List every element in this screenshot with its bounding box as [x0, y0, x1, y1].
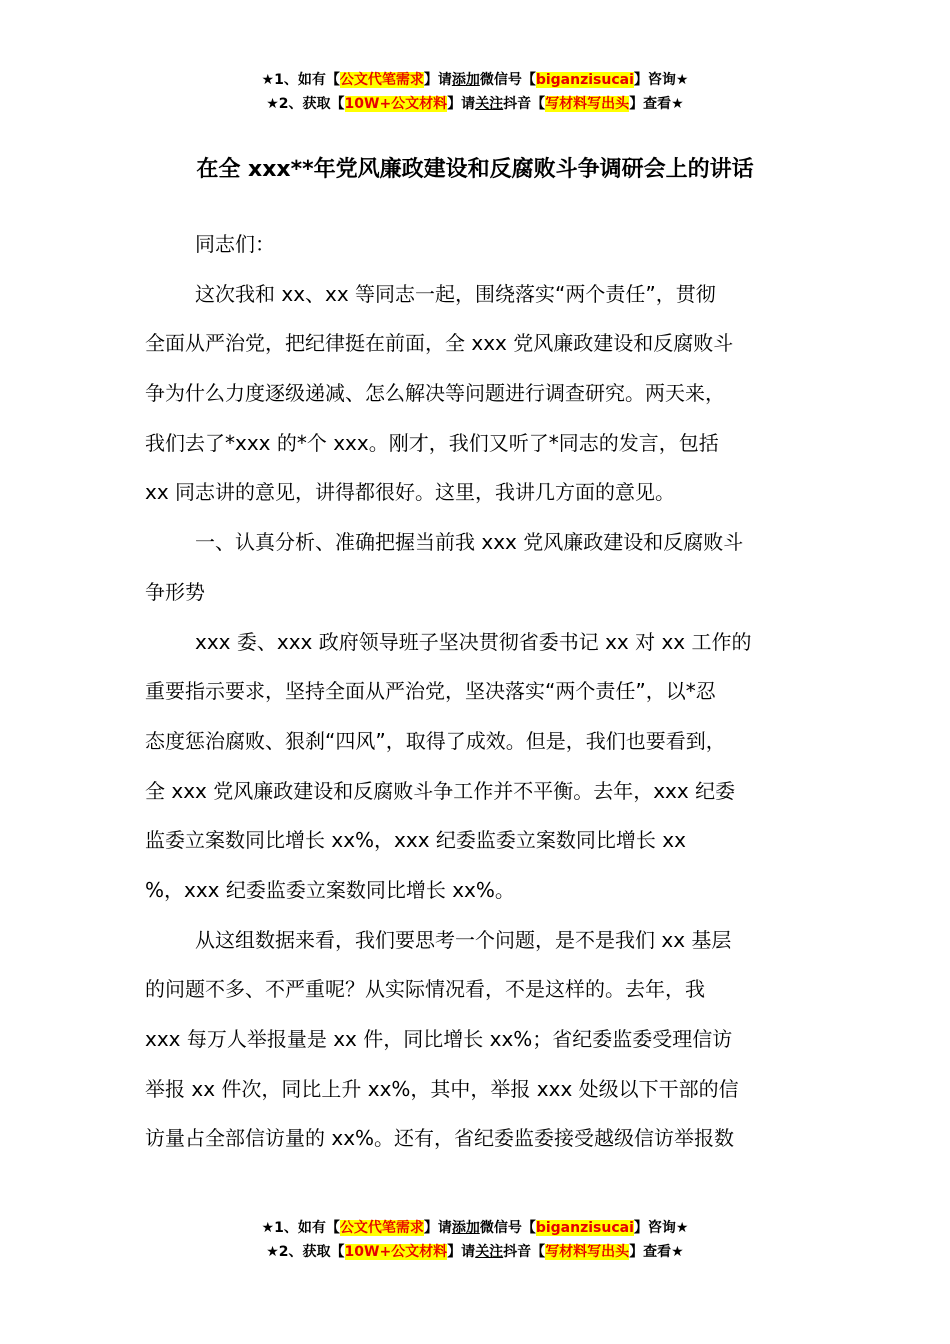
text-line: 同志们：: [195, 232, 275, 256]
highlight-service: 公文代笔需求: [339, 1220, 424, 1236]
promo-line-2: ★2、获取【10W+公文材料】请关注抖音【写材料写出头】查看★: [266, 96, 684, 112]
highlight-service: 公文代笔需求: [339, 72, 424, 88]
text-line: 重要指示要求，坚持全面从严治党，坚决落实“两个责任”，以*忍: [145, 679, 716, 704]
text-line: 争为什么力度逐级递减、怎么解决等问题进行调查研究。两天来，: [145, 381, 725, 406]
highlight-materials: 10W+公文材料: [344, 1244, 448, 1260]
highlight-wechat-id: biganzisucai: [535, 1220, 634, 1236]
document-body: [145, 220, 810, 1164]
text-line: xxx 委、xxx 政府领导班子坚决贯彻省委书记 xx 对 xx 工作的: [195, 629, 752, 654]
highlight-douyin-account: 写材料写出头: [545, 96, 630, 112]
text-line: 访量占全部信访量的 xx%。还有，省纪委监委接受越级信访举报数: [145, 1126, 735, 1151]
text-line: 我们去了*xxx 的*个 xxx。刚才，我们又听了*同志的发言，包括: [145, 430, 719, 455]
promo-banner-bottom: [0, 1216, 950, 1264]
promo-line-1: ★1、如有【公文代笔需求】请添加微信号【biganzisucai】咨询★: [261, 72, 689, 88]
text-line: 全面从严治党，把纪律挺在前面，全 xxx 党风廉政建设和反腐败斗: [145, 331, 734, 356]
promo-line-2: ★2、获取【10W+公文材料】请关注抖音【写材料写出头】查看★: [266, 1244, 684, 1260]
text-line: 全 xxx 党风廉政建设和反腐败斗争工作并不平衡。去年，xxx 纪委: [145, 778, 736, 803]
promo-line-1: ★1、如有【公文代笔需求】请添加微信号【biganzisucai】咨询★: [261, 1220, 689, 1236]
highlight-wechat-id: biganzisucai: [535, 72, 634, 88]
text-line: 的问题不多、不严重呢？从实际情况看，不是这样的。去年，我: [145, 977, 705, 1002]
section-heading-line: 争形势: [145, 579, 205, 604]
highlight-materials: 10W+公文材料: [344, 96, 448, 112]
text-line: xx 同志讲的意见，讲得都很好。这里，我讲几方面的意见。: [145, 480, 676, 505]
document-title: 在全 xxx**年党风廉政建设和反腐败斗争调研会上的讲话: [196, 157, 754, 182]
text-line: 从这组数据来看，我们要思考一个问题，是不是我们 xx 基层: [195, 927, 732, 952]
section-heading-line: 一、认真分析、准确把握当前我 xxx 党风廉政建设和反腐败斗: [195, 530, 744, 555]
text-line: xxx 每万人举报量是 xx 件，同比增长 xx%；省纪委监委受理信访: [145, 1027, 733, 1051]
text-line: 举报 xx 件次，同比上升 xx%，其中，举报 xxx 处级以下干部的信: [145, 1076, 739, 1101]
text-line: 态度惩治腐败、狠刹“四风”，取得了成效。但是，我们也要看到，: [145, 728, 726, 753]
text-line: 这次我和 xx、xx 等同志一起，围绕落实“两个责任”，贯彻: [195, 281, 716, 306]
promo-banner-top: [0, 68, 950, 116]
highlight-douyin-account: 写材料写出头: [545, 1244, 630, 1260]
text-line: %，xxx 纪委监委立案数同比增长 xx%。: [145, 877, 515, 902]
text-line: 监委立案数同比增长 xx%，xxx 纪委监委立案数同比增长 xx: [145, 828, 686, 853]
